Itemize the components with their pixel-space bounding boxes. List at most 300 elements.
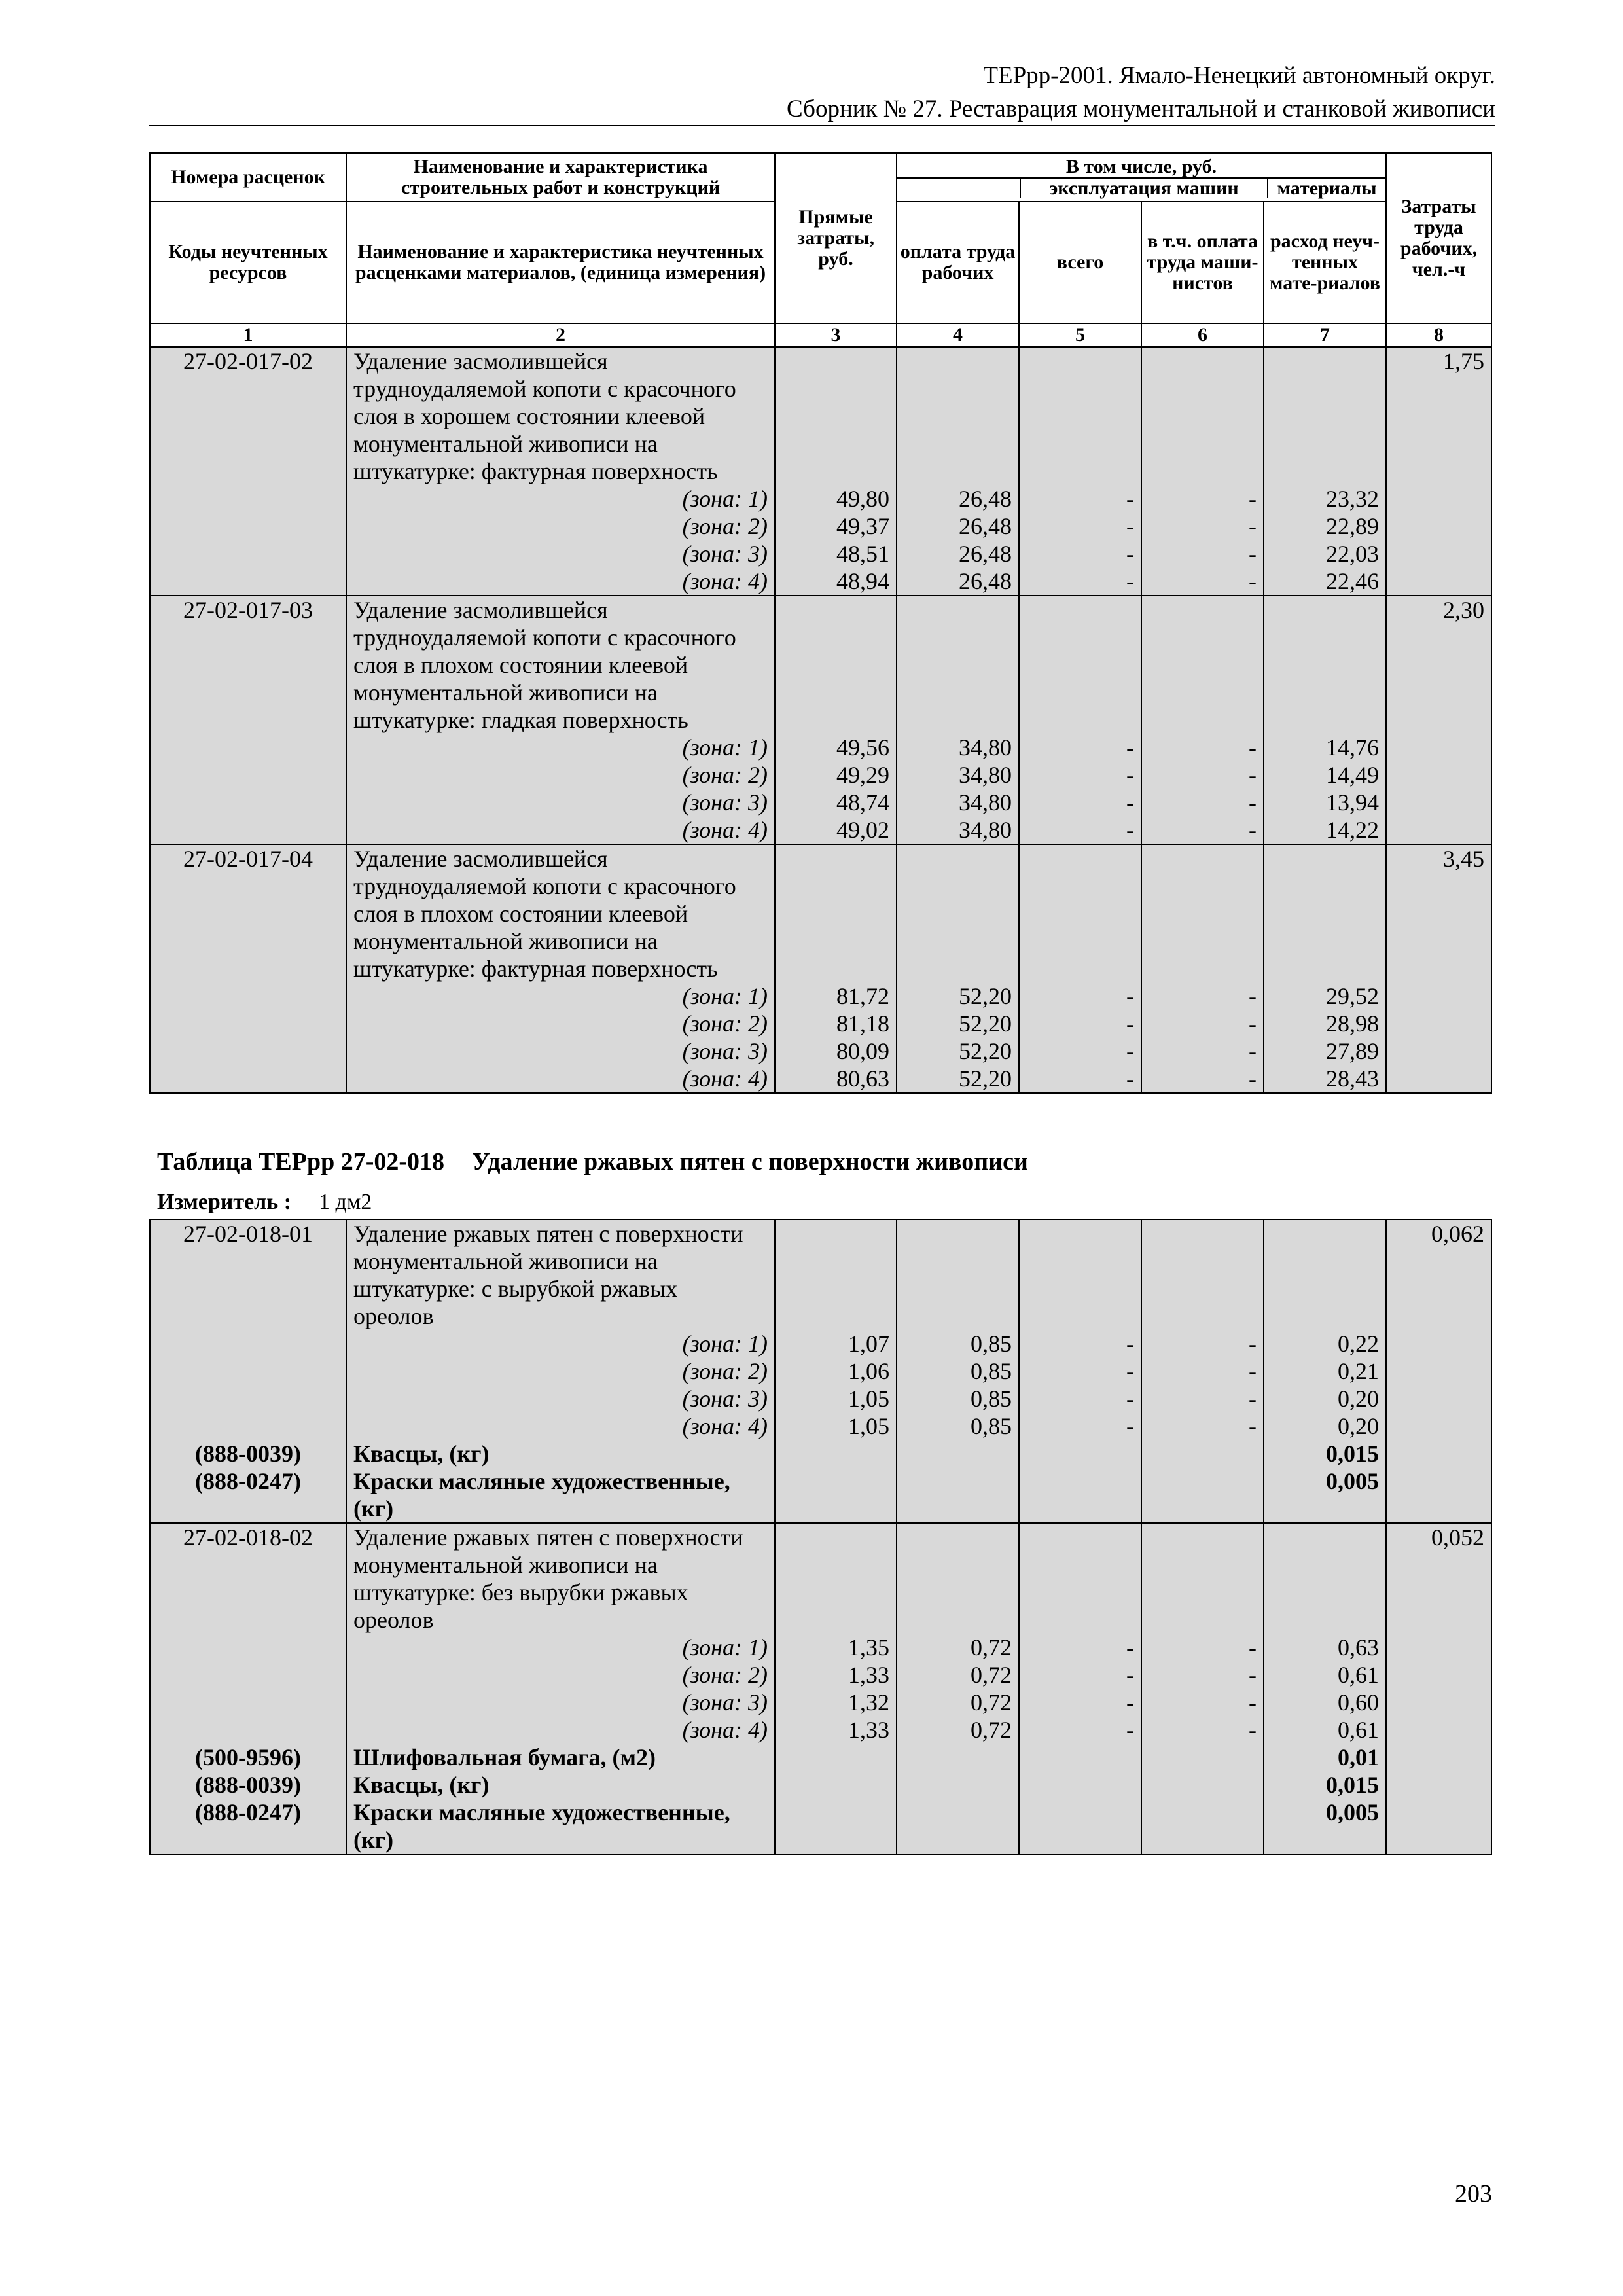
direct-cost: 49,56 bbox=[775, 734, 897, 761]
empty-cell bbox=[1264, 457, 1386, 485]
empty-cell bbox=[897, 1744, 1019, 1771]
worker-pay: 0,72 bbox=[897, 1634, 1019, 1661]
machinist-pay: - bbox=[1141, 1357, 1264, 1385]
resource-qty: 0,01 bbox=[1264, 1744, 1386, 1771]
machines-total: - bbox=[1019, 1065, 1141, 1093]
resource-name: (кг) bbox=[346, 1826, 775, 1854]
empty-cell bbox=[775, 1826, 897, 1854]
zone-label: (зона: 4) bbox=[346, 1716, 775, 1744]
empty-cell bbox=[1019, 1744, 1141, 1771]
machinist-pay: - bbox=[1141, 761, 1264, 789]
labor-cost: 0,062 bbox=[1386, 1219, 1491, 1247]
empty-cell bbox=[775, 1247, 897, 1275]
empty-cell bbox=[150, 900, 346, 927]
empty-cell bbox=[1264, 403, 1386, 430]
rate-desc-row bbox=[150, 679, 1491, 706]
empty-cell bbox=[1264, 1523, 1386, 1551]
resource-code: (888-0039) bbox=[150, 1440, 346, 1467]
empty-cell bbox=[150, 982, 346, 1010]
resource-row bbox=[150, 1467, 1491, 1495]
empty-cell bbox=[1264, 1826, 1386, 1854]
rate-desc-row bbox=[150, 651, 1491, 679]
empty-cell bbox=[150, 872, 346, 900]
resource-name: Краски масляные художественные, bbox=[346, 1799, 775, 1826]
empty-cell bbox=[897, 1467, 1019, 1495]
empty-cell bbox=[1386, 1385, 1491, 1412]
rate-code: 27-02-017-03 bbox=[150, 596, 346, 624]
empty-cell bbox=[1386, 1606, 1491, 1634]
empty-cell bbox=[1386, 1275, 1491, 1302]
worker-pay: 0,85 bbox=[897, 1412, 1019, 1440]
empty-cell bbox=[1141, 872, 1264, 900]
machines-total: - bbox=[1019, 567, 1141, 596]
empty-cell bbox=[1386, 375, 1491, 403]
empty-cell bbox=[775, 457, 897, 485]
empty-cell bbox=[1019, 706, 1141, 734]
empty-cell bbox=[775, 375, 897, 403]
empty-cell bbox=[1264, 1606, 1386, 1634]
machinist-pay: - bbox=[1141, 485, 1264, 512]
worker-pay: 0,85 bbox=[897, 1357, 1019, 1385]
empty-cell bbox=[1386, 1247, 1491, 1275]
empty-cell bbox=[1386, 1467, 1491, 1495]
materials-cost: 28,43 bbox=[1264, 1065, 1386, 1093]
zone-label: (зона: 4) bbox=[346, 567, 775, 596]
table-header bbox=[150, 153, 1491, 347]
zone-label: (зона: 3) bbox=[346, 1385, 775, 1412]
empty-cell bbox=[775, 1799, 897, 1826]
zone-row bbox=[150, 1689, 1491, 1716]
column-number: 4 bbox=[897, 323, 1019, 347]
empty-cell bbox=[1141, 1247, 1264, 1275]
empty-cell bbox=[1386, 900, 1491, 927]
empty-cell bbox=[150, 761, 346, 789]
rate-desc-row bbox=[150, 706, 1491, 734]
zone-label: (зона: 1) bbox=[346, 734, 775, 761]
empty-cell bbox=[1141, 900, 1264, 927]
empty-cell bbox=[1386, 1661, 1491, 1689]
empty-cell bbox=[897, 1440, 1019, 1467]
empty-cell bbox=[775, 955, 897, 982]
empty-cell bbox=[1141, 624, 1264, 651]
zone-row bbox=[150, 1330, 1491, 1357]
rate-description-line: штукатурке: фактурная поверхность bbox=[346, 457, 775, 485]
materials-cost: 0,60 bbox=[1264, 1689, 1386, 1716]
empty-cell bbox=[775, 1302, 897, 1330]
worker-pay: 52,20 bbox=[897, 1010, 1019, 1037]
empty-cell bbox=[150, 789, 346, 816]
col-worker-pay: оплата труда рабочих bbox=[897, 202, 1019, 323]
empty-cell bbox=[1386, 430, 1491, 457]
resource-name: Квасцы, (кг) bbox=[346, 1440, 775, 1467]
rate-code: 27-02-018-02 bbox=[150, 1523, 346, 1551]
empty-cell bbox=[775, 900, 897, 927]
empty-cell bbox=[1386, 1744, 1491, 1771]
machines-total: - bbox=[1019, 1385, 1141, 1412]
zone-label: (зона: 1) bbox=[346, 982, 775, 1010]
empty-cell bbox=[1386, 872, 1491, 900]
empty-cell bbox=[1264, 844, 1386, 872]
empty-cell bbox=[150, 1661, 346, 1689]
empty-cell bbox=[1264, 1579, 1386, 1606]
zone-row bbox=[150, 1716, 1491, 1744]
empty-cell bbox=[150, 1010, 346, 1037]
empty-cell bbox=[897, 1551, 1019, 1579]
empty-cell bbox=[897, 430, 1019, 457]
empty-cell bbox=[1019, 1440, 1141, 1467]
empty-cell bbox=[1141, 1744, 1264, 1771]
empty-cell bbox=[897, 927, 1019, 955]
empty-cell bbox=[150, 1412, 346, 1440]
empty-cell bbox=[150, 1330, 346, 1357]
resource-name: Краски масляные художественные, bbox=[346, 1467, 775, 1495]
empty-cell bbox=[1386, 1771, 1491, 1799]
table-id: Таблица ТЕРрр 27-02-018 bbox=[157, 1148, 445, 1175]
running-header-line1: ТЕРрр-2001. Ямало-Ненецкий автономный округ. bbox=[983, 62, 1495, 89]
rate-desc-row bbox=[150, 403, 1491, 430]
rate-desc-row bbox=[150, 927, 1491, 955]
empty-cell bbox=[1141, 1219, 1264, 1247]
empty-cell bbox=[1264, 1219, 1386, 1247]
machines-total: - bbox=[1019, 540, 1141, 567]
machines-total: - bbox=[1019, 734, 1141, 761]
empty-cell bbox=[1141, 1275, 1264, 1302]
materials-cost: 22,89 bbox=[1264, 512, 1386, 540]
empty-cell bbox=[150, 927, 346, 955]
empty-cell bbox=[775, 1467, 897, 1495]
empty-cell bbox=[150, 1247, 346, 1275]
empty-cell bbox=[150, 1065, 346, 1093]
empty-cell bbox=[150, 485, 346, 512]
worker-pay: 52,20 bbox=[897, 1037, 1019, 1065]
rate-desc-row bbox=[150, 1219, 1491, 1247]
empty-cell bbox=[1019, 1799, 1141, 1826]
rate-description-line: Удаление ржавых пятен с поверхности bbox=[346, 1523, 775, 1551]
zone-row bbox=[150, 789, 1491, 816]
zone-row bbox=[150, 1661, 1491, 1689]
labor-cost: 0,052 bbox=[1386, 1523, 1491, 1551]
machines-total: - bbox=[1019, 1357, 1141, 1385]
empty-cell bbox=[1141, 1551, 1264, 1579]
empty-cell bbox=[1141, 403, 1264, 430]
col-materials: материалы bbox=[1277, 177, 1377, 199]
machinist-pay: - bbox=[1141, 982, 1264, 1010]
empty-cell bbox=[897, 955, 1019, 982]
empty-cell bbox=[150, 1495, 346, 1523]
direct-cost: 49,02 bbox=[775, 816, 897, 844]
rate-description-line: ореолов bbox=[346, 1302, 775, 1330]
header-rule bbox=[149, 125, 1495, 126]
empty-cell bbox=[1386, 624, 1491, 651]
machinist-pay: - bbox=[1141, 1412, 1264, 1440]
empty-cell bbox=[1386, 1579, 1491, 1606]
zone-label: (зона: 2) bbox=[346, 1010, 775, 1037]
empty-cell bbox=[150, 457, 346, 485]
empty-cell bbox=[1386, 1330, 1491, 1357]
rate-description-line: Удаление засмолившейся bbox=[346, 347, 775, 375]
empty-cell bbox=[1019, 1551, 1141, 1579]
empty-cell bbox=[897, 679, 1019, 706]
empty-cell bbox=[897, 1523, 1019, 1551]
empty-cell bbox=[897, 1275, 1019, 1302]
zone-row bbox=[150, 1412, 1491, 1440]
empty-cell bbox=[1264, 1247, 1386, 1275]
empty-cell bbox=[775, 624, 897, 651]
empty-cell bbox=[150, 1606, 346, 1634]
empty-cell bbox=[1141, 1440, 1264, 1467]
empty-cell bbox=[1019, 679, 1141, 706]
zone-label: (зона: 4) bbox=[346, 1065, 775, 1093]
machinist-pay: - bbox=[1141, 1065, 1264, 1093]
empty-cell bbox=[1019, 1771, 1141, 1799]
rate-description-line: штукатурке: с вырубкой ржавых bbox=[346, 1275, 775, 1302]
empty-cell bbox=[897, 1247, 1019, 1275]
empty-cell bbox=[1019, 844, 1141, 872]
machines-total: - bbox=[1019, 1037, 1141, 1065]
empty-cell bbox=[897, 375, 1019, 403]
empty-cell bbox=[150, 1716, 346, 1744]
worker-pay: 26,48 bbox=[897, 485, 1019, 512]
empty-cell bbox=[897, 457, 1019, 485]
empty-cell bbox=[150, 1634, 346, 1661]
zone-row bbox=[150, 982, 1491, 1010]
rate-description-line: трудноудаляемой копоти с красочного bbox=[346, 872, 775, 900]
empty-cell bbox=[897, 900, 1019, 927]
machinist-pay: - bbox=[1141, 1716, 1264, 1744]
machinist-pay: - bbox=[1141, 512, 1264, 540]
empty-cell bbox=[1141, 1799, 1264, 1826]
resource-row bbox=[150, 1744, 1491, 1771]
machines-total: - bbox=[1019, 1634, 1141, 1661]
empty-cell bbox=[775, 651, 897, 679]
zone-row bbox=[150, 1357, 1491, 1385]
zone-row bbox=[150, 1037, 1491, 1065]
empty-cell bbox=[1264, 1495, 1386, 1523]
empty-cell bbox=[1264, 1551, 1386, 1579]
empty-cell bbox=[150, 512, 346, 540]
machinist-pay: - bbox=[1141, 1385, 1264, 1412]
rate-description-line: Удаление засмолившейся bbox=[346, 596, 775, 624]
zone-row bbox=[150, 1385, 1491, 1412]
empty-cell bbox=[1264, 375, 1386, 403]
zone-label: (зона: 3) bbox=[346, 789, 775, 816]
empty-cell bbox=[897, 1826, 1019, 1854]
empty-cell bbox=[1141, 927, 1264, 955]
empty-cell bbox=[1386, 567, 1491, 596]
empty-cell bbox=[1386, 734, 1491, 761]
resource-qty: 0,015 bbox=[1264, 1771, 1386, 1799]
empty-cell bbox=[1019, 457, 1141, 485]
rate-desc-row bbox=[150, 844, 1491, 872]
rate-desc-row bbox=[150, 596, 1491, 624]
empty-cell bbox=[1141, 596, 1264, 624]
empty-cell bbox=[1141, 1771, 1264, 1799]
column-number: 2 bbox=[346, 323, 775, 347]
empty-cell bbox=[897, 844, 1019, 872]
empty-cell bbox=[1386, 457, 1491, 485]
machinist-pay: - bbox=[1141, 1010, 1264, 1037]
empty-cell bbox=[150, 1385, 346, 1412]
empty-cell bbox=[897, 706, 1019, 734]
empty-cell bbox=[150, 816, 346, 844]
empty-cell bbox=[1019, 430, 1141, 457]
rate-description-line: Удаление засмолившейся bbox=[346, 844, 775, 872]
zone-row bbox=[150, 1634, 1491, 1661]
empty-cell bbox=[1264, 624, 1386, 651]
col-including-group bbox=[897, 153, 1386, 202]
zone-row bbox=[150, 816, 1491, 844]
machinist-pay: - bbox=[1141, 789, 1264, 816]
rate-description-line: штукатурке: без вырубки ржавых bbox=[346, 1579, 775, 1606]
zone-row bbox=[150, 512, 1491, 540]
direct-cost: 48,74 bbox=[775, 789, 897, 816]
labor-cost: 3,45 bbox=[1386, 844, 1491, 872]
machines-total: - bbox=[1019, 1661, 1141, 1689]
zone-row bbox=[150, 1010, 1491, 1037]
page-number: 203 bbox=[1455, 2180, 1492, 2208]
rate-block bbox=[150, 1219, 1491, 1523]
machines-total: - bbox=[1019, 1716, 1141, 1744]
empty-cell bbox=[1386, 1551, 1491, 1579]
empty-cell bbox=[1019, 347, 1141, 375]
worker-pay: 34,80 bbox=[897, 816, 1019, 844]
measure-unit bbox=[157, 1188, 372, 1217]
materials-cost: 14,49 bbox=[1264, 761, 1386, 789]
worker-pay: 52,20 bbox=[897, 982, 1019, 1010]
empty-cell bbox=[150, 734, 346, 761]
table-title: Удаление ржавых пятен с поверхности живописи bbox=[472, 1148, 1028, 1175]
empty-cell bbox=[1386, 540, 1491, 567]
zone-label: (зона: 4) bbox=[346, 1412, 775, 1440]
rate-description-line: монументальной живописи на bbox=[346, 927, 775, 955]
rate-description-line: трудноудаляемой копоти с красочного bbox=[346, 624, 775, 651]
direct-cost: 48,94 bbox=[775, 567, 897, 596]
empty-cell bbox=[1386, 1440, 1491, 1467]
empty-cell bbox=[1141, 1579, 1264, 1606]
empty-cell bbox=[775, 1275, 897, 1302]
rate-desc-row bbox=[150, 457, 1491, 485]
empty-cell bbox=[1019, 1579, 1141, 1606]
empty-cell bbox=[1386, 1010, 1491, 1037]
empty-cell bbox=[1386, 1826, 1491, 1854]
col-work-name: Наименование и характеристика строительных работ и конструкций bbox=[346, 153, 775, 202]
empty-cell bbox=[1019, 403, 1141, 430]
direct-cost: 81,72 bbox=[775, 982, 897, 1010]
column-number: 8 bbox=[1386, 323, 1491, 347]
empty-cell bbox=[1019, 1826, 1141, 1854]
empty-cell bbox=[150, 1302, 346, 1330]
empty-cell bbox=[897, 1771, 1019, 1799]
empty-cell bbox=[897, 1799, 1019, 1826]
empty-cell bbox=[775, 1495, 897, 1523]
resource-row bbox=[150, 1826, 1491, 1854]
rate-desc-row bbox=[150, 375, 1491, 403]
empty-cell bbox=[150, 375, 346, 403]
col-labor: Затраты труда рабочих, чел.-ч bbox=[1386, 153, 1491, 323]
worker-pay: 0,85 bbox=[897, 1385, 1019, 1412]
rate-description-line: Удаление ржавых пятен с поверхности bbox=[346, 1219, 775, 1247]
empty-cell bbox=[1386, 1495, 1491, 1523]
machinist-pay: - bbox=[1141, 567, 1264, 596]
rate-code: 27-02-017-02 bbox=[150, 347, 346, 375]
empty-cell bbox=[1264, 596, 1386, 624]
zone-label: (зона: 1) bbox=[346, 1330, 775, 1357]
empty-cell bbox=[775, 679, 897, 706]
rate-desc-row bbox=[150, 900, 1491, 927]
resource-qty: 0,005 bbox=[1264, 1799, 1386, 1826]
rates-table-2 bbox=[149, 1219, 1492, 1855]
materials-cost: 0,22 bbox=[1264, 1330, 1386, 1357]
empty-cell bbox=[775, 1579, 897, 1606]
zone-row bbox=[150, 567, 1491, 596]
empty-cell bbox=[1386, 679, 1491, 706]
rate-desc-row bbox=[150, 624, 1491, 651]
machinist-pay: - bbox=[1141, 1037, 1264, 1065]
resource-row bbox=[150, 1771, 1491, 1799]
materials-cost: 29,52 bbox=[1264, 982, 1386, 1010]
materials-cost: 22,46 bbox=[1264, 567, 1386, 596]
machines-total: - bbox=[1019, 789, 1141, 816]
column-number: 1 bbox=[150, 323, 346, 347]
machines-total: - bbox=[1019, 485, 1141, 512]
machines-total: - bbox=[1019, 982, 1141, 1010]
col-machinist-pay: в т.ч. оплата труда маши-нистов bbox=[1141, 202, 1264, 323]
worker-pay: 26,48 bbox=[897, 567, 1019, 596]
resource-qty: 0,005 bbox=[1264, 1467, 1386, 1495]
resource-name: (кг) bbox=[346, 1495, 775, 1523]
empty-cell bbox=[1386, 1799, 1491, 1826]
empty-cell bbox=[1141, 1467, 1264, 1495]
empty-cell bbox=[1386, 403, 1491, 430]
empty-cell bbox=[1264, 927, 1386, 955]
rate-description-line: слоя в плохом состоянии клеевой bbox=[346, 651, 775, 679]
zone-label: (зона: 2) bbox=[346, 512, 775, 540]
empty-cell bbox=[1264, 679, 1386, 706]
empty-cell bbox=[1264, 430, 1386, 457]
col-rate-numbers: Номера расценок bbox=[150, 153, 346, 202]
direct-cost: 80,09 bbox=[775, 1037, 897, 1065]
col-direct-costs: Прямые затраты, руб. bbox=[775, 153, 897, 323]
materials-cost: 0,21 bbox=[1264, 1357, 1386, 1385]
worker-pay: 26,48 bbox=[897, 512, 1019, 540]
empty-cell bbox=[1019, 624, 1141, 651]
resource-code: (888-0247) bbox=[150, 1467, 346, 1495]
zone-label: (зона: 4) bbox=[346, 816, 775, 844]
machines-total: - bbox=[1019, 1689, 1141, 1716]
direct-cost: 1,33 bbox=[775, 1661, 897, 1689]
col-machines-total: всего bbox=[1019, 202, 1141, 323]
rate-desc-row bbox=[150, 430, 1491, 457]
column-number: 6 bbox=[1141, 323, 1264, 347]
empty-cell bbox=[897, 1302, 1019, 1330]
resource-name: Шлифовальная бумага, (м2) bbox=[346, 1744, 775, 1771]
empty-cell bbox=[897, 347, 1019, 375]
materials-cost: 27,89 bbox=[1264, 1037, 1386, 1065]
empty-cell bbox=[1141, 1302, 1264, 1330]
direct-cost: 48,51 bbox=[775, 540, 897, 567]
empty-cell bbox=[150, 651, 346, 679]
empty-cell bbox=[775, 1440, 897, 1467]
empty-cell bbox=[150, 706, 346, 734]
empty-cell bbox=[1386, 706, 1491, 734]
rate-description-line: штукатурке: фактурная поверхность bbox=[346, 955, 775, 982]
empty-cell bbox=[1141, 457, 1264, 485]
rate-description-line: монументальной живописи на bbox=[346, 679, 775, 706]
empty-cell bbox=[1019, 596, 1141, 624]
empty-cell bbox=[1141, 430, 1264, 457]
materials-cost: 14,22 bbox=[1264, 816, 1386, 844]
empty-cell bbox=[150, 430, 346, 457]
